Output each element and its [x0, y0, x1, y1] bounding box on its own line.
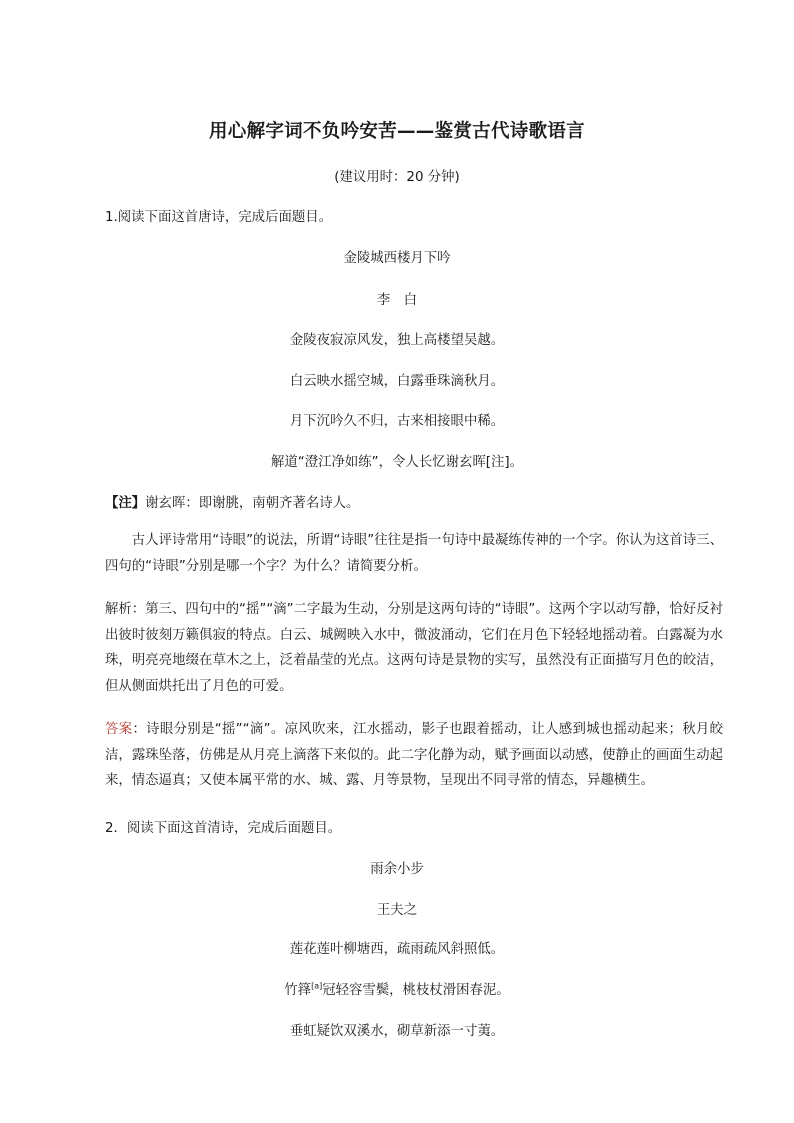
question-1-answer [105, 717, 723, 794]
question-1-analysis: 解析：第三、四句中的“摇”“滴”二字最为生动，分别是这两句诗的“诗眼”。这两个字以动写静，恰好反衬出彼时彼刻万籁俱寂的特点。白云、城阙映入水中，微波涌动，它们在月色下轻轻地摇动着。白露凝为水珠，明亮亮地缀在草木之上，泛着晶莹的光点。这两句诗是景物的实写，虽然没有正面描写月色的皎洁，但从侧面烘托出了月色的可爱。 [105, 602, 723, 694]
note-label: 【注】 [105, 496, 146, 511]
poem-1-line: 解道“澄江净如练”，令人长忆谢玄晖[注]。 [271, 455, 523, 470]
poem-2-author: 王夫之 [376, 903, 418, 918]
poem-1-line: 白云映水摇空城，白露垂珠滴秋月。 [289, 374, 505, 389]
poem-1-line: 金陵夜寂凉风发，独上高楼望吴越。 [289, 333, 505, 348]
question-1-prompt: 1.阅读下面这首唐诗，完成后面题目。 [105, 210, 333, 225]
note-text: 谢玄晖：即谢朓，南朝齐著名诗人。 [145, 496, 360, 511]
question-2-prompt: 2．阅读下面这首清诗，完成后面题目。 [105, 821, 342, 836]
poem-1-note [105, 492, 359, 511]
poem-1-title: 金陵城西楼月下吟 [343, 251, 451, 266]
answer-label: 答案 [105, 722, 133, 737]
question-1-text: 古人评诗常用“诗眼”的说法，所谓“诗眼”往往是指一句诗中最凝练传神的一个字。你认为这首诗三、四句的“诗眼”分别是哪一个字？为什么？请简要分析。 [105, 533, 723, 574]
poem-2-title: 雨余小步 [370, 862, 424, 877]
poem-2-line: 莲花莲叶柳塘西，疏雨疏风斜照低。 [289, 942, 505, 957]
poem-1-line: 月下沉吟久不归，古来相接眼中稀。 [289, 414, 505, 429]
poem-2-line: 竹箨[a]冠轻容雪鬓，桃枝杖滑困春泥。 [284, 981, 510, 998]
poem-1-author: 李 白 [376, 293, 418, 308]
poem-2-line: 垂虹疑饮双溪水，砌草新添一寸荑。 [289, 1024, 505, 1039]
page-title: 用心解字词不负吟安苦——鉴赏古代诗歌语言 [208, 121, 585, 142]
footnote-mark: [a] [311, 981, 323, 991]
time-note: (建议用时：20 分钟) [334, 170, 460, 185]
answer-text: ：诗眼分别是“摇”“滴”。凉风吹来，江水摇动，影子也跟着摇动，让人感到城也摇动起来；秋月皎洁，露珠坠落，仿佛是从月亮上滴落下来似的。此二字化静为动，赋予画面以动感，使静止的画面生动起来，情态逼真；又使本属平常的水、城、露、月等景物，呈现出不同寻常的情态，异趣横生。 [105, 722, 724, 788]
